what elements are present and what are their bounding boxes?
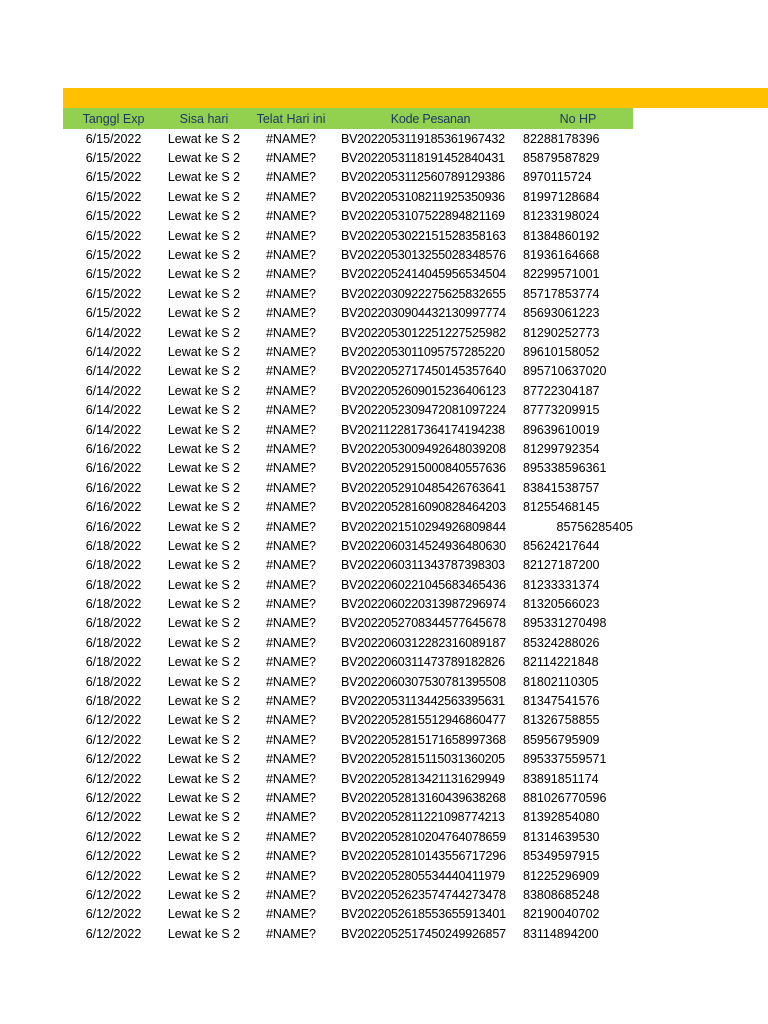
telat-hari-cell[interactable]: #NAME? xyxy=(265,344,317,359)
table-body xyxy=(63,129,633,943)
expiry-date-cell[interactable]: 6/14/2022 xyxy=(85,364,142,379)
no-hp-cell[interactable]: 81802110305 xyxy=(523,674,599,689)
table-row xyxy=(63,207,633,226)
kode-pesanan-cell[interactable]: BV2022053113442563395631 xyxy=(341,694,505,709)
kode-pesanan-cell[interactable]: BV2022052915000840557636 xyxy=(341,461,506,476)
sisa-hari-cell[interactable]: Lewat ke S 2 xyxy=(167,752,241,767)
table-row xyxy=(63,245,633,264)
expiry-date-cell[interactable]: 6/18/2022 xyxy=(85,694,142,709)
kode-pesanan-cell[interactable]: BV2022052910485426763641 xyxy=(341,480,506,495)
no-hp-cell[interactable]: 85717853774 xyxy=(523,286,600,301)
table-row xyxy=(63,362,633,381)
telat-hari-cell[interactable]: #NAME? xyxy=(265,577,317,592)
no-hp-cell[interactable]: 85756285405 xyxy=(556,519,633,534)
telat-hari-cell[interactable]: #NAME? xyxy=(265,228,317,243)
no-hp-cell[interactable]: 81997128684 xyxy=(523,189,600,204)
sisa-hari-cell[interactable]: Lewat ke S 2 xyxy=(167,228,241,243)
kode-pesanan-cell[interactable]: BV2022052810204764078659 xyxy=(341,829,506,844)
kode-pesanan-cell[interactable]: BV2022052805534440411979 xyxy=(341,868,505,883)
kode-pesanan-cell[interactable]: BV2022053012251227525982 xyxy=(341,325,506,340)
kode-pesanan-cell[interactable]: BV2022053119185361967432 xyxy=(341,131,505,146)
kode-pesanan-cell[interactable]: BV2022060314524936480630 xyxy=(341,538,506,553)
sisa-hari-cell[interactable]: Lewat ke S 2 xyxy=(167,403,241,418)
sisa-hari-cell[interactable]: Lewat ke S 2 xyxy=(167,286,241,301)
expiry-date-cell[interactable]: 6/16/2022 xyxy=(85,480,142,495)
no-hp-cell[interactable]: 82114221848 xyxy=(523,655,599,670)
telat-hari-cell[interactable]: #NAME? xyxy=(265,907,317,922)
sisa-hari-cell[interactable]: Lewat ke S 2 xyxy=(167,209,241,224)
no-hp-cell[interactable]: 83891851174 xyxy=(523,771,599,786)
kode-pesanan-cell[interactable]: BV2022030904432130997774 xyxy=(341,306,506,321)
header-row xyxy=(63,108,633,129)
table-row xyxy=(63,323,633,342)
no-hp-cell[interactable]: 85879587829 xyxy=(523,151,600,166)
sisa-hari-cell[interactable]: Lewat ke S 2 xyxy=(167,577,241,592)
no-hp-cell[interactable]: 87722304187 xyxy=(523,383,600,398)
sisa-hari-cell[interactable]: Lewat ke S 2 xyxy=(167,616,241,631)
telat-hari-cell[interactable]: #NAME? xyxy=(265,480,317,495)
no-hp-cell[interactable]: 881026770596 xyxy=(523,790,607,805)
expiry-date-cell[interactable]: 6/14/2022 xyxy=(85,383,142,398)
header-kode-pesanan[interactable]: Kode Pesanan xyxy=(390,111,471,126)
table-row xyxy=(63,381,633,400)
kode-pesanan-cell[interactable]: BV2022052309472081097224 xyxy=(341,403,506,418)
telat-hari-cell[interactable]: #NAME? xyxy=(265,131,317,146)
expiry-date-cell[interactable]: 6/14/2022 xyxy=(85,422,142,437)
telat-hari-cell[interactable]: #NAME? xyxy=(265,286,317,301)
table-row xyxy=(63,614,633,633)
telat-hari-cell[interactable]: #NAME? xyxy=(265,732,317,747)
telat-hari-cell[interactable]: #NAME? xyxy=(265,383,317,398)
kode-pesanan-cell[interactable]: BV2022053112560789129386 xyxy=(341,170,505,185)
expiry-date-cell[interactable]: 6/16/2022 xyxy=(85,461,142,476)
sisa-hari-cell[interactable]: Lewat ke S 2 xyxy=(167,461,241,476)
telat-hari-cell[interactable]: #NAME? xyxy=(265,635,317,650)
no-hp-cell[interactable]: 81384860192 xyxy=(523,228,600,243)
no-hp-cell[interactable]: 83114894200 xyxy=(523,926,599,941)
kode-pesanan-cell[interactable]: BV2022052816090828464203 xyxy=(341,500,506,515)
header-no-hp[interactable]: No HP xyxy=(559,111,597,126)
no-hp-cell[interactable]: 895337559571 xyxy=(523,752,607,767)
expiry-date-cell[interactable]: 6/12/2022 xyxy=(85,810,142,825)
no-hp-cell[interactable]: 85693061223 xyxy=(523,306,600,321)
kode-pesanan-cell[interactable]: BV2022060221045683465436 xyxy=(341,577,506,592)
table-row xyxy=(63,885,633,904)
table-row xyxy=(63,788,633,807)
table-row xyxy=(63,536,633,555)
sisa-hari-cell[interactable]: Lewat ke S 2 xyxy=(167,519,241,534)
expiry-date-cell[interactable]: 6/14/2022 xyxy=(85,325,142,340)
sisa-hari-cell[interactable]: Lewat ke S 2 xyxy=(167,713,241,728)
expiry-date-cell[interactable]: 6/12/2022 xyxy=(85,829,142,844)
kode-pesanan-cell[interactable]: BV2022053107522894821169 xyxy=(341,209,505,224)
sisa-hari-cell[interactable]: Lewat ke S 2 xyxy=(167,810,241,825)
expiry-date-cell[interactable]: 6/18/2022 xyxy=(85,635,142,650)
table-row xyxy=(63,478,633,497)
expiry-date-cell[interactable]: 6/14/2022 xyxy=(85,344,142,359)
sisa-hari-cell[interactable]: Lewat ke S 2 xyxy=(167,422,241,437)
sisa-hari-cell[interactable]: Lewat ke S 2 xyxy=(167,344,241,359)
sisa-hari-cell[interactable]: Lewat ke S 2 xyxy=(167,771,241,786)
telat-hari-cell[interactable]: #NAME? xyxy=(265,616,317,631)
expiry-date-cell[interactable]: 6/16/2022 xyxy=(85,441,142,456)
top-highlight-bar xyxy=(63,88,768,108)
no-hp-cell[interactable]: 81225296909 xyxy=(523,868,600,883)
telat-hari-cell[interactable]: #NAME? xyxy=(265,868,317,883)
header-tanggal-exp[interactable]: Tanggl Exp xyxy=(82,111,145,126)
kode-pesanan-cell[interactable]: BV2022052815115031360205 xyxy=(341,752,505,767)
kode-pesanan-cell[interactable]: BV2022052618553655913401 xyxy=(341,907,506,922)
telat-hari-cell[interactable]: #NAME? xyxy=(265,189,317,204)
telat-hari-cell[interactable]: #NAME? xyxy=(265,752,317,767)
sisa-hari-cell[interactable]: Lewat ke S 2 xyxy=(167,538,241,553)
kode-pesanan-cell[interactable]: BV2022052815512946860477 xyxy=(341,713,506,728)
sisa-hari-cell[interactable]: Lewat ke S 2 xyxy=(167,926,241,941)
kode-pesanan-cell[interactable]: BV2022053009492648039208 xyxy=(341,441,506,456)
sisa-hari-cell[interactable]: Lewat ke S 2 xyxy=(167,325,241,340)
kode-pesanan-cell[interactable]: BV2022052414045956534504 xyxy=(341,267,506,282)
no-hp-cell[interactable]: 85956795909 xyxy=(523,732,600,747)
expiry-date-cell[interactable]: 6/15/2022 xyxy=(85,267,142,282)
no-hp-cell[interactable]: 81290252773 xyxy=(523,325,600,340)
kode-pesanan-cell[interactable]: BV2022060311343787398303 xyxy=(341,558,505,573)
no-hp-cell[interactable]: 87773209915 xyxy=(523,403,600,418)
table-row xyxy=(63,827,633,846)
telat-hari-cell[interactable]: #NAME? xyxy=(265,790,317,805)
sisa-hari-cell[interactable]: Lewat ke S 2 xyxy=(167,635,241,650)
sisa-hari-cell[interactable]: Lewat ke S 2 xyxy=(167,558,241,573)
no-hp-cell[interactable]: 81314639530 xyxy=(523,829,600,844)
no-hp-cell[interactable]: 81347541576 xyxy=(523,694,600,709)
telat-hari-cell[interactable]: #NAME? xyxy=(265,694,317,709)
sisa-hari-cell[interactable]: Lewat ke S 2 xyxy=(167,597,241,612)
no-hp-cell[interactable]: 895338596361 xyxy=(523,461,607,476)
table-row xyxy=(63,226,633,245)
no-hp-cell[interactable]: 81320566023 xyxy=(523,597,600,612)
no-hp-cell[interactable]: 895331270498 xyxy=(523,616,607,631)
expiry-date-cell[interactable]: 6/12/2022 xyxy=(85,849,142,864)
expiry-date-cell[interactable]: 6/12/2022 xyxy=(85,926,142,941)
expiry-date-cell[interactable]: 6/15/2022 xyxy=(85,248,142,263)
expiry-date-cell[interactable]: 6/15/2022 xyxy=(85,306,142,321)
no-hp-cell[interactable]: 83841538757 xyxy=(523,480,600,495)
no-hp-cell[interactable]: 85624217644 xyxy=(523,538,600,553)
no-hp-cell[interactable]: 81392854080 xyxy=(523,810,600,825)
no-hp-cell[interactable]: 81233331374 xyxy=(523,577,600,592)
table-row xyxy=(63,420,633,439)
spreadsheet-table xyxy=(63,108,633,943)
no-hp-cell[interactable]: 82127187200 xyxy=(523,558,600,573)
expiry-date-cell[interactable]: 6/15/2022 xyxy=(85,151,142,166)
telat-hari-cell[interactable]: #NAME? xyxy=(265,500,317,515)
no-hp-cell[interactable]: 85349597915 xyxy=(523,849,600,864)
expiry-date-cell[interactable]: 6/12/2022 xyxy=(85,752,142,767)
expiry-date-cell[interactable]: 6/16/2022 xyxy=(85,519,142,534)
table-row xyxy=(63,575,633,594)
sisa-hari-cell[interactable]: Lewat ke S 2 xyxy=(167,694,241,709)
no-hp-cell[interactable]: 83808685248 xyxy=(523,887,600,902)
sisa-hari-cell[interactable]: Lewat ke S 2 xyxy=(167,306,241,321)
expiry-date-cell[interactable]: 6/18/2022 xyxy=(85,597,142,612)
table-row xyxy=(63,672,633,691)
kode-pesanan-cell[interactable]: BV2022052623574744273478 xyxy=(341,887,506,902)
telat-hari-cell[interactable]: #NAME? xyxy=(265,655,317,670)
telat-hari-cell[interactable]: #NAME? xyxy=(265,849,317,864)
sisa-hari-cell[interactable]: Lewat ke S 2 xyxy=(167,170,241,185)
sisa-hari-cell[interactable]: Lewat ke S 2 xyxy=(167,790,241,805)
table-row xyxy=(63,439,633,458)
header-telat-hari-ini[interactable]: Telat Hari ini xyxy=(256,111,326,126)
expiry-date-cell[interactable]: 6/15/2022 xyxy=(85,286,142,301)
telat-hari-cell[interactable]: #NAME? xyxy=(265,810,317,825)
no-hp-cell[interactable]: 81936164668 xyxy=(523,248,600,263)
expiry-date-cell[interactable]: 6/14/2022 xyxy=(85,403,142,418)
expiry-date-cell[interactable]: 6/12/2022 xyxy=(85,732,142,747)
kode-pesanan-cell[interactable]: BV2022052810143556717296 xyxy=(341,849,506,864)
expiry-date-cell[interactable]: 6/12/2022 xyxy=(85,790,142,805)
telat-hari-cell[interactable]: #NAME? xyxy=(265,170,317,185)
no-hp-cell[interactable]: 81255468145 xyxy=(523,500,600,515)
sisa-hari-cell[interactable]: Lewat ke S 2 xyxy=(167,732,241,747)
no-hp-cell[interactable]: 81233198024 xyxy=(523,209,600,224)
expiry-date-cell[interactable]: 6/15/2022 xyxy=(85,170,142,185)
sisa-hari-cell[interactable]: Lewat ke S 2 xyxy=(167,267,241,282)
table-row xyxy=(63,808,633,827)
sisa-hari-cell[interactable]: Lewat ke S 2 xyxy=(167,248,241,263)
header-sisa-hari[interactable]: Sisa hari xyxy=(179,111,229,126)
kode-pesanan-cell[interactable]: BV2022052815171658997368 xyxy=(341,732,506,747)
sisa-hari-cell[interactable]: Lewat ke S 2 xyxy=(167,383,241,398)
sisa-hari-cell[interactable]: Lewat ke S 2 xyxy=(167,500,241,515)
table-row xyxy=(63,866,633,885)
kode-pesanan-cell[interactable]: BV2022052517450249926857 xyxy=(341,926,506,941)
expiry-date-cell[interactable]: 6/16/2022 xyxy=(85,500,142,515)
table-row xyxy=(63,750,633,769)
kode-pesanan-cell[interactable]: BV2022053118191452840431 xyxy=(341,151,505,166)
table-row xyxy=(63,187,633,206)
table-row xyxy=(63,517,633,536)
kode-pesanan-cell[interactable]: BV2022060311473789182826 xyxy=(341,655,505,670)
expiry-date-cell[interactable]: 6/18/2022 xyxy=(85,674,142,689)
no-hp-cell[interactable]: 89610158052 xyxy=(523,344,600,359)
kode-pesanan-cell[interactable]: BV2022060307530781395508 xyxy=(341,674,506,689)
telat-hari-cell[interactable]: #NAME? xyxy=(265,558,317,573)
telat-hari-cell[interactable]: #NAME? xyxy=(265,597,317,612)
kode-pesanan-cell[interactable]: BV2022052708344577645678 xyxy=(341,616,506,631)
expiry-date-cell[interactable]: 6/18/2022 xyxy=(85,558,142,573)
telat-hari-cell[interactable]: #NAME? xyxy=(265,422,317,437)
expiry-date-cell[interactable]: 6/12/2022 xyxy=(85,771,142,786)
sisa-hari-cell[interactable]: Lewat ke S 2 xyxy=(167,674,241,689)
kode-pesanan-cell[interactable]: BV2022030922275625832655 xyxy=(341,286,506,301)
expiry-date-cell[interactable]: 6/15/2022 xyxy=(85,209,142,224)
table-row xyxy=(63,691,633,710)
telat-hari-cell[interactable]: #NAME? xyxy=(265,926,317,941)
table-row xyxy=(63,730,633,749)
no-hp-cell[interactable]: 81326758855 xyxy=(523,713,600,728)
table-row xyxy=(63,284,633,303)
table-row xyxy=(63,265,633,284)
kode-pesanan-cell[interactable]: BV2022060312282316089187 xyxy=(341,635,506,650)
no-hp-cell[interactable]: 82299571001 xyxy=(523,267,600,282)
table-row xyxy=(63,459,633,478)
expiry-date-cell[interactable]: 6/18/2022 xyxy=(85,577,142,592)
telat-hari-cell[interactable]: #NAME? xyxy=(265,209,317,224)
expiry-date-cell[interactable]: 6/15/2022 xyxy=(85,189,142,204)
no-hp-cell[interactable]: 8970115724 xyxy=(523,170,592,185)
kode-pesanan-cell[interactable]: BV2022053011095757285220 xyxy=(341,344,505,359)
kode-pesanan-cell[interactable]: BV2022052609015236406123 xyxy=(341,383,506,398)
table-row xyxy=(63,711,633,730)
telat-hari-cell[interactable]: #NAME? xyxy=(265,441,317,456)
kode-pesanan-cell[interactable]: BV2021122817364174194238 xyxy=(341,422,505,437)
no-hp-cell[interactable]: 895710637020 xyxy=(523,364,607,379)
table-row xyxy=(63,653,633,672)
telat-hari-cell[interactable]: #NAME? xyxy=(265,674,317,689)
telat-hari-cell[interactable]: #NAME? xyxy=(265,713,317,728)
kode-pesanan-cell[interactable]: BV2022021510294926809844 xyxy=(341,519,506,534)
kode-pesanan-cell[interactable]: BV2022052813160439638268 xyxy=(341,790,506,805)
telat-hari-cell[interactable]: #NAME? xyxy=(265,538,317,553)
sisa-hari-cell[interactable]: Lewat ke S 2 xyxy=(167,131,241,146)
sisa-hari-cell[interactable]: Lewat ke S 2 xyxy=(167,907,241,922)
telat-hari-cell[interactable]: #NAME? xyxy=(265,151,317,166)
sisa-hari-cell[interactable]: Lewat ke S 2 xyxy=(167,849,241,864)
sisa-hari-cell[interactable]: Lewat ke S 2 xyxy=(167,189,241,204)
table-row xyxy=(63,168,633,187)
table-row xyxy=(63,148,633,167)
no-hp-cell[interactable]: 85324288026 xyxy=(523,635,600,650)
telat-hari-cell[interactable]: #NAME? xyxy=(265,267,317,282)
kode-pesanan-cell[interactable]: BV2022052811221098774213 xyxy=(341,810,505,825)
expiry-date-cell[interactable]: 6/12/2022 xyxy=(85,868,142,883)
expiry-date-cell[interactable]: 6/18/2022 xyxy=(85,538,142,553)
telat-hari-cell[interactable]: #NAME? xyxy=(265,403,317,418)
kode-pesanan-cell[interactable]: BV2022053108211925350936 xyxy=(341,189,505,204)
telat-hari-cell[interactable]: #NAME? xyxy=(265,519,317,534)
no-hp-cell[interactable]: 82288178396 xyxy=(523,131,600,146)
no-hp-cell[interactable]: 81299792354 xyxy=(523,441,600,456)
no-hp-cell[interactable]: 89639610019 xyxy=(523,422,600,437)
table-row xyxy=(63,905,633,924)
telat-hari-cell[interactable]: #NAME? xyxy=(265,887,317,902)
expiry-date-cell[interactable]: 6/18/2022 xyxy=(85,655,142,670)
telat-hari-cell[interactable]: #NAME? xyxy=(265,325,317,340)
table-row xyxy=(63,400,633,419)
table-row xyxy=(63,594,633,613)
telat-hari-cell[interactable]: #NAME? xyxy=(265,829,317,844)
kode-pesanan-cell[interactable]: BV2022053022151528358163 xyxy=(341,228,506,243)
sisa-hari-cell[interactable]: Lewat ke S 2 xyxy=(167,868,241,883)
table-row xyxy=(63,556,633,575)
table-row xyxy=(63,497,633,516)
expiry-date-cell[interactable]: 6/12/2022 xyxy=(85,713,142,728)
telat-hari-cell[interactable]: #NAME? xyxy=(265,306,317,321)
expiry-date-cell[interactable]: 6/12/2022 xyxy=(85,907,142,922)
sisa-hari-cell[interactable]: Lewat ke S 2 xyxy=(167,364,241,379)
telat-hari-cell[interactable]: #NAME? xyxy=(265,461,317,476)
sisa-hari-cell[interactable]: Lewat ke S 2 xyxy=(167,480,241,495)
no-hp-cell[interactable]: 82190040702 xyxy=(523,907,600,922)
telat-hari-cell[interactable]: #NAME? xyxy=(265,248,317,263)
table-row xyxy=(63,342,633,361)
kode-pesanan-cell[interactable]: BV2022060220313987296974 xyxy=(341,597,506,612)
expiry-date-cell[interactable]: 6/18/2022 xyxy=(85,616,142,631)
telat-hari-cell[interactable]: #NAME? xyxy=(265,771,317,786)
table-row xyxy=(63,129,633,148)
sisa-hari-cell[interactable]: Lewat ke S 2 xyxy=(167,655,241,670)
table-row xyxy=(63,924,633,943)
table-row xyxy=(63,633,633,652)
kode-pesanan-cell[interactable]: BV2022053013255028348576 xyxy=(341,248,506,263)
sisa-hari-cell[interactable]: Lewat ke S 2 xyxy=(167,441,241,456)
sisa-hari-cell[interactable]: Lewat ke S 2 xyxy=(167,829,241,844)
kode-pesanan-cell[interactable]: BV2022052717450145357640 xyxy=(341,364,506,379)
expiry-date-cell[interactable]: 6/12/2022 xyxy=(85,887,142,902)
table-row xyxy=(63,304,633,323)
expiry-date-cell[interactable]: 6/15/2022 xyxy=(85,131,142,146)
expiry-date-cell[interactable]: 6/15/2022 xyxy=(85,228,142,243)
table-row xyxy=(63,846,633,865)
telat-hari-cell[interactable]: #NAME? xyxy=(265,364,317,379)
kode-pesanan-cell[interactable]: BV2022052813421131629949 xyxy=(341,771,505,786)
sisa-hari-cell[interactable]: Lewat ke S 2 xyxy=(167,151,241,166)
sisa-hari-cell[interactable]: Lewat ke S 2 xyxy=(167,887,241,902)
table-row xyxy=(63,769,633,788)
